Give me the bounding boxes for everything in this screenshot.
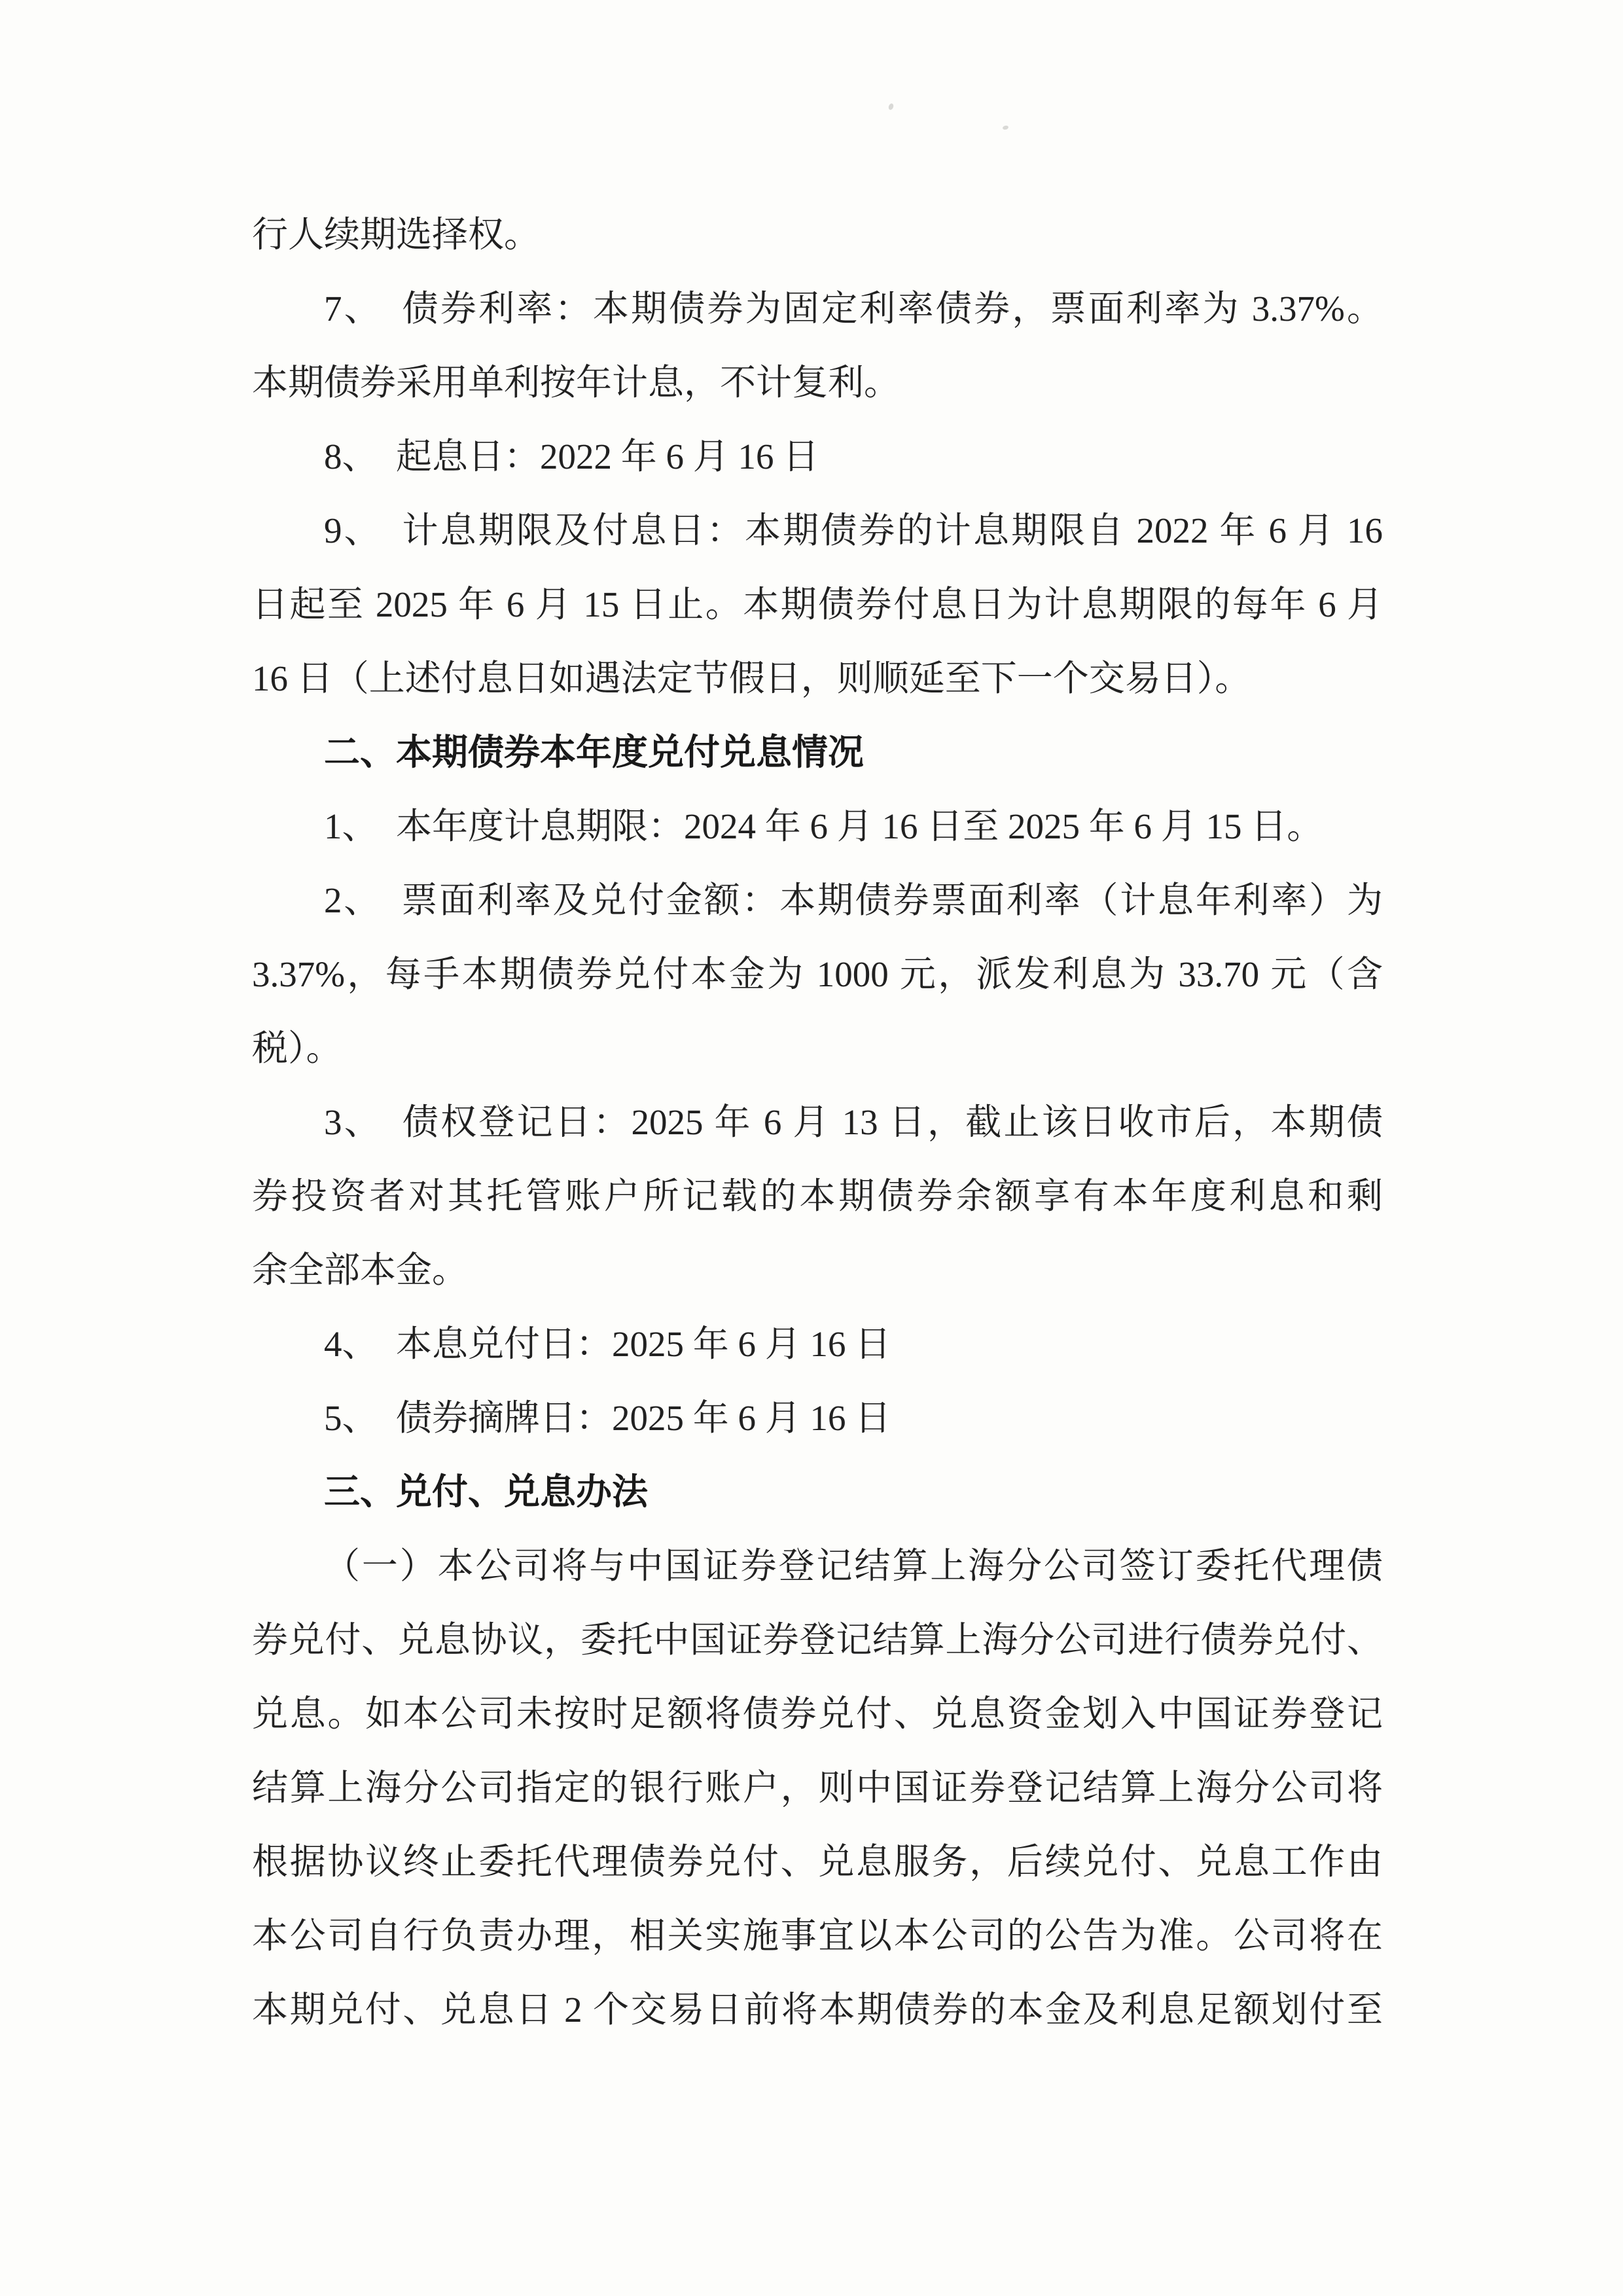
text-line: 本期债券采用单利按年计息，不计复利。 — [252, 363, 901, 403]
text-line: 根据协议终止委托代理债券兑付、兑息服务，后续兑付、兑息工作由 — [252, 1842, 1383, 1882]
text-line: 券投资者对其托管账户所记载的本期债券余额享有本年度利息和剩 — [252, 1176, 1383, 1216]
text-line-item-4: 4、 本息兑付日：2025 年 6 月 16 日 — [324, 1324, 891, 1364]
text-line: 余全部本金。 — [252, 1250, 469, 1290]
scan-speck — [888, 103, 895, 111]
text-line: 券兑付、兑息协议，委托中国证券登记结算上海分公司进行债券兑付、 — [252, 1620, 1383, 1660]
text-line: 16 日（上述付息日如遇法定节假日，则顺延至下一个交易日）。 — [252, 658, 1251, 698]
text-line: 本公司自行负责办理，相关实施事宜以本公司的公告为准。公司将在 — [252, 1916, 1383, 1956]
text-line: 行人续期选择权。 — [252, 215, 541, 255]
text-line: 兑息。如本公司未按时足额将债券兑付、兑息资金划入中国证券登记 — [252, 1694, 1383, 1734]
text-line: 日起至 2025 年 6 月 15 日止。本期债券付息日为计息期限的每年 6 月 — [252, 584, 1383, 624]
text-line: 3.37%，每手本期债券兑付本金为 1000 元，派发利息为 33.70 元（含 — [252, 954, 1383, 994]
text-line-item-2: 2、 票面利率及兑付金额：本期债券票面利率（计息年利率）为 — [324, 880, 1383, 920]
text-line: 税）。 — [252, 1028, 342, 1068]
scan-speck — [1002, 125, 1008, 130]
text-line: 结算上海分公司指定的银行账户，则中国证券登记结算上海分公司将 — [252, 1768, 1383, 1808]
section-heading-3: 三、兑付、兑息办法 — [324, 1472, 649, 1512]
text-line-item-7: 7、 债券利率：本期债券为固定利率债券，票面利率为 3.37%。 — [324, 289, 1383, 329]
text-line-para-1: （一）本公司将与中国证券登记结算上海分公司签订委托代理债 — [324, 1546, 1383, 1586]
text-line-item-5: 5、 债券摘牌日：2025 年 6 月 16 日 — [324, 1398, 891, 1438]
text-line-item-3: 3、 债权登记日：2025 年 6 月 13 日，截止该日收市后，本期债 — [324, 1102, 1383, 1142]
text-line-item-9: 9、 计息期限及付息日：本期债券的计息期限自 2022 年 6 月 16 — [324, 511, 1383, 550]
text-line: 本期兑付、兑息日 2 个交易日前将本期债券的本金及利息足额划付至 — [252, 1990, 1383, 2030]
section-heading-2: 二、本期债券本年度兑付兑息情况 — [324, 732, 865, 772]
text-line-item-1: 1、 本年度计息期限：2024 年 6 月 16 日至 2025 年 6 月 15 日。 — [324, 806, 1323, 846]
document-body — [252, 198, 1383, 2047]
text-line-item-8: 8、 起息日：2022 年 6 月 16 日 — [324, 437, 819, 476]
